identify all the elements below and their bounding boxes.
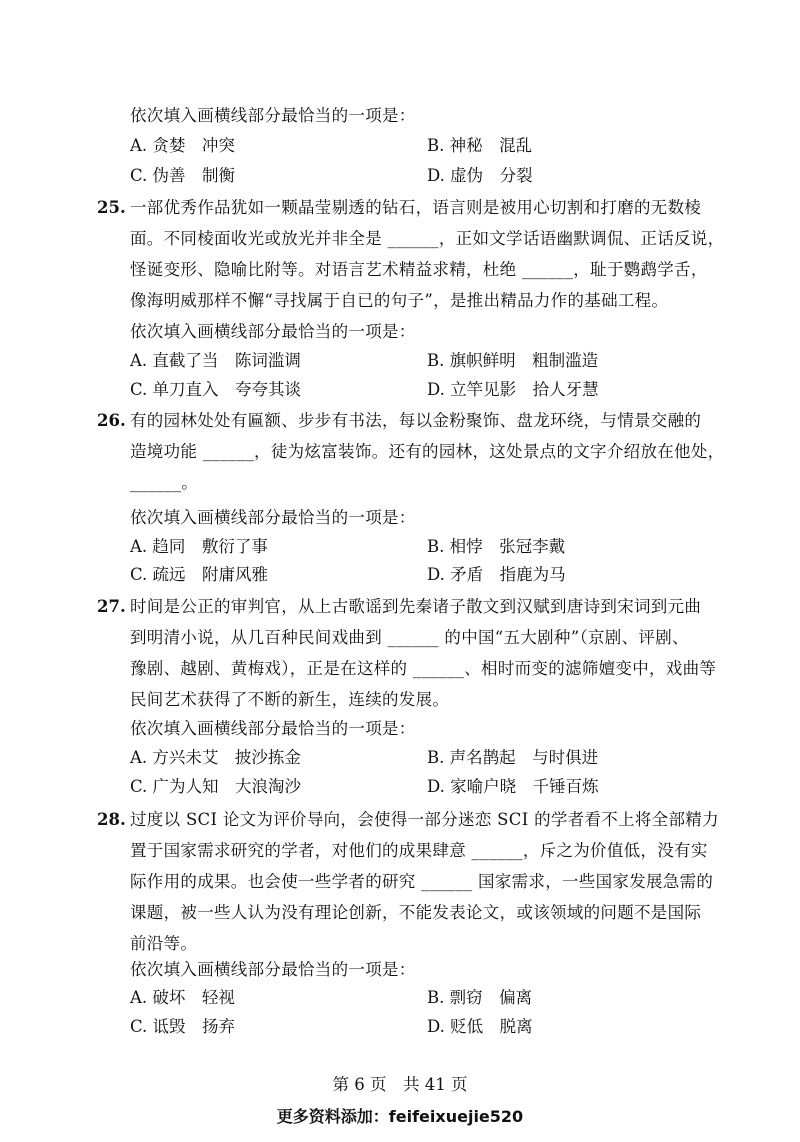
q28-option-d: D. 贬低 脱离 bbox=[427, 1017, 533, 1036]
question-27-number: 27. bbox=[97, 597, 126, 616]
q27-text-line: 到明清小说，从几百种民间戏曲到 ______ 的中国“五大剧种”（京剧、评剧、 bbox=[130, 628, 689, 647]
question-25-number: 25. bbox=[97, 198, 126, 217]
q24-option-d: D. 虚伪 分裂 bbox=[427, 166, 533, 185]
q27-option-d: D. 家喻户晓 千锤百炼 bbox=[427, 777, 599, 796]
page-number: 第 6 页 共 41 页 bbox=[332, 1075, 468, 1094]
q27-option-a: A. 方兴未艾 披沙拣金 bbox=[130, 748, 301, 767]
q27-text-line: 民间艺术获得了不断的新生，连续的发展。 bbox=[130, 690, 450, 709]
question-28-number: 28. bbox=[97, 810, 126, 829]
q24-option-c: C. 伪善 制衡 bbox=[130, 166, 236, 185]
q24-option-b: B. 神秘 混乱 bbox=[427, 136, 533, 155]
q28-option-c: C. 诋毁 扬弃 bbox=[130, 1017, 236, 1036]
q26-text-line: ______。 bbox=[130, 473, 199, 492]
q27-instruction: 依次填入画横线部分最恰当的一项是： bbox=[130, 719, 416, 738]
q27-text-line: 豫剧、越剧、黄梅戏），正是在这样的 ______、相时而变的滤筛嬗变中，戏曲等 bbox=[130, 659, 717, 678]
q28-text-line: 置于国家需求研究的学者，对他们的成果肆意 ______，斥之为价值低，没有实 bbox=[130, 841, 708, 860]
q28-text-line: 过度以 SCI 论文为评价导向，会使得一部分迷恋 SCI 的学者看不上将全部精力 bbox=[130, 810, 719, 829]
q26-instruction: 依次填入画横线部分最恰当的一项是： bbox=[130, 508, 416, 527]
q25-text-line: 一部优秀作品犹如一颗晶莹剔透的钻石，语言则是被用心切割和打磨的无数棱 bbox=[130, 198, 702, 217]
q25-option-a: A. 直截了当 陈词滥调 bbox=[130, 351, 301, 370]
q27-text-line: 时间是公正的审判官，从上古歌谣到先秦诸子散文到汉赋到唐诗到宋词到元曲 bbox=[130, 597, 702, 616]
q25-instruction: 依次填入画横线部分最恰当的一项是： bbox=[130, 322, 416, 341]
question-24-instruction: 依次填入画横线部分最恰当的一项是： bbox=[130, 106, 416, 125]
q25-option-b: B. 旗帜鲜明 粗制滥造 bbox=[427, 351, 599, 370]
q25-text-line: 怪诞变形、隐喻比附等。对语言艺术精益求精，杜绝 ______，耻于鹦鹉学舌， bbox=[130, 260, 708, 279]
q26-option-c: C. 疏远 附庸风雅 bbox=[130, 565, 269, 584]
q27-option-b: B. 声名鹊起 与时俱进 bbox=[427, 748, 599, 767]
q28-instruction: 依次填入画横线部分最恰当的一项是： bbox=[130, 960, 416, 979]
q25-option-d: D. 立竿见影 拾人牙慧 bbox=[427, 380, 599, 399]
q28-option-b: B. 剽窃 偏离 bbox=[427, 988, 533, 1007]
contact-note: 更多资料添加：feifeixuejie520 bbox=[276, 1107, 524, 1126]
q26-text-line: 有的园林处处有匾额、步步有书法，每以金粉聚饰、盘龙环绕，与情景交融的 bbox=[130, 411, 702, 430]
q28-option-a: A. 破坏 轻视 bbox=[130, 988, 235, 1007]
q26-option-b: B. 相悖 张冠李戴 bbox=[427, 537, 566, 556]
q25-option-c: C. 单刀直入 夸夸其谈 bbox=[130, 380, 302, 399]
q28-text-line: 际作用的成果。也会使一些学者的研究 ______ 国家需求，一些国家发展急需的 bbox=[130, 872, 714, 891]
question-26-number: 26. bbox=[97, 411, 126, 430]
q26-text-line: 造境功能 ______，徒为炫富装饰。还有的园林，这处景点的文字介绍放在他处， bbox=[130, 442, 725, 461]
q28-text-line: 前沿等。 bbox=[130, 934, 198, 953]
q27-option-c: C. 广为人知 大浪淘沙 bbox=[130, 777, 302, 796]
q26-option-d: D. 矛盾 指鹿为马 bbox=[427, 565, 566, 584]
q24-option-a: A. 贪婪 冲突 bbox=[130, 136, 235, 155]
q26-option-a: A. 趋同 敷衍了事 bbox=[130, 537, 268, 556]
q28-text-line: 课题，被一些人认为没有理论创新，不能发表论文，或该领域的问题不是国际 bbox=[130, 903, 702, 922]
q25-text-line: 面。不同棱面收光或放光并非全是 ______，正如文学话语幽默调侃、正话反说， bbox=[130, 229, 725, 248]
q25-text-line: 像海明威那样不懈“寻找属于自已的句子”，是推出精品力作的基础工程。 bbox=[130, 291, 669, 310]
